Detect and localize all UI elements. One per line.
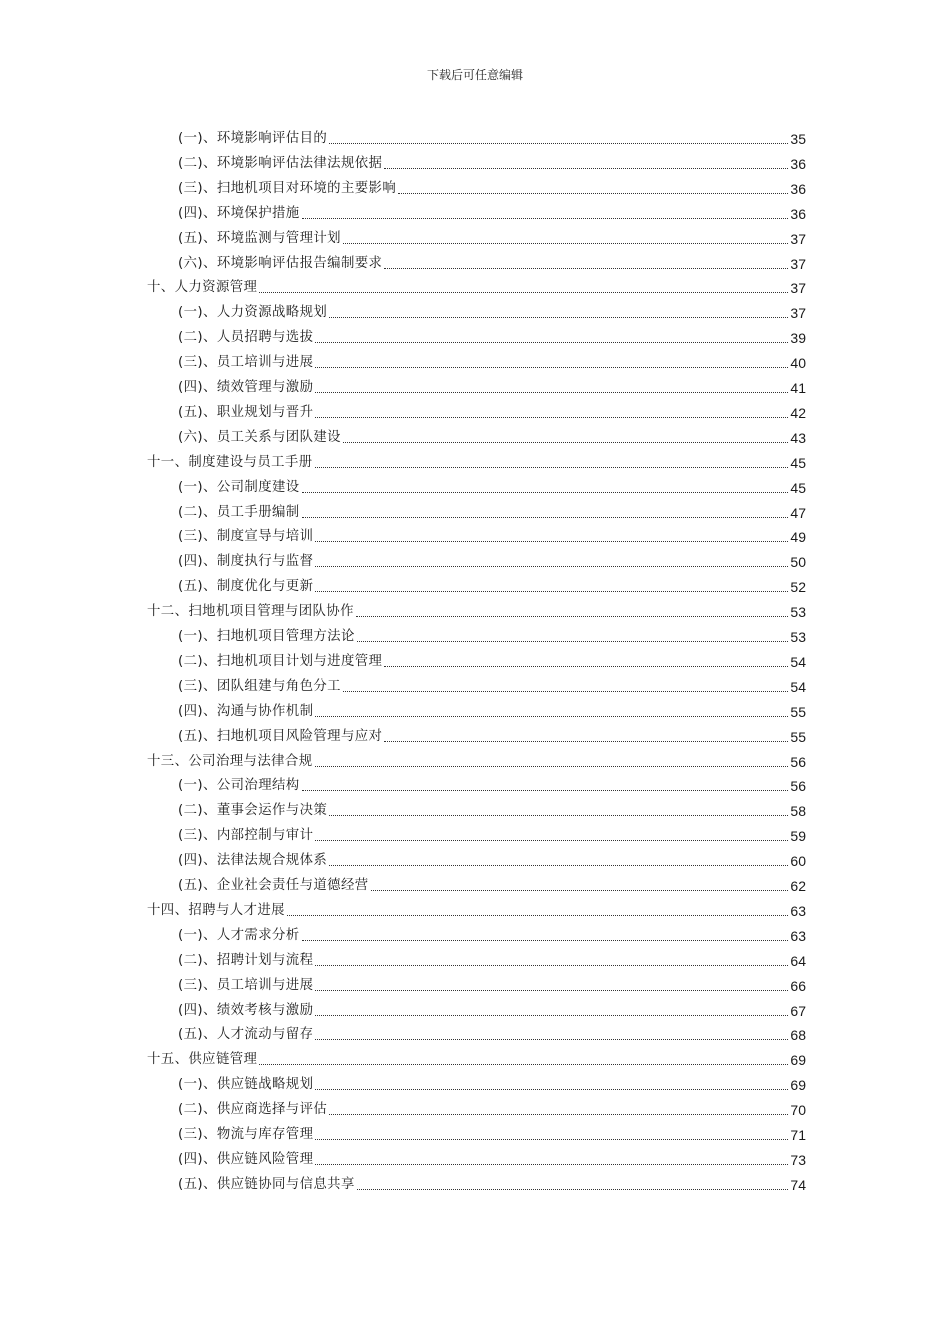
toc-dot-leader xyxy=(259,292,788,293)
toc-entry-title: (一)、人才需求分析 xyxy=(178,927,300,943)
toc-entry-page-number: 37 xyxy=(790,280,806,297)
toc-entry-title: (五)、扫地机项目风险管理与应对 xyxy=(178,728,383,744)
toc-dot-leader xyxy=(357,641,789,642)
toc-dot-leader xyxy=(315,417,788,418)
toc-entry-page-number: 49 xyxy=(790,529,806,546)
toc-entry-title: (一)、人力资源战略规划 xyxy=(178,305,328,321)
toc-section-entry[interactable] xyxy=(178,1072,806,1094)
toc-entry-page-number: 36 xyxy=(790,180,806,197)
toc-entry-page-number: 53 xyxy=(790,629,806,645)
toc-entry-title: 十一、制度建设与员工手册 xyxy=(147,454,313,470)
toc-dot-leader xyxy=(315,1139,788,1140)
toc-entry-title: 十四、招聘与人才进展 xyxy=(147,902,285,918)
toc-dot-leader xyxy=(287,915,789,916)
toc-dot-leader xyxy=(356,616,789,617)
toc-entry-title: (二)、人员招聘与选拔 xyxy=(178,330,314,346)
toc-entry-title: (二)、招聘计划与流程 xyxy=(178,952,314,968)
toc-section-entry[interactable] xyxy=(178,948,806,970)
toc-section-entry[interactable] xyxy=(178,126,806,148)
toc-entry-page-number: 68 xyxy=(790,1027,806,1044)
toc-entry-page-number: 59 xyxy=(790,828,806,845)
toc-section-entry[interactable] xyxy=(178,300,806,322)
toc-entry-title: 十五、供应链管理 xyxy=(147,1052,258,1068)
toc-section-entry[interactable] xyxy=(178,151,806,173)
toc-dot-leader xyxy=(343,243,788,244)
toc-section-entry[interactable] xyxy=(178,475,806,497)
toc-dot-leader xyxy=(315,566,788,567)
toc-entry-page-number: 53 xyxy=(790,604,806,621)
toc-section-entry[interactable] xyxy=(178,1022,806,1044)
toc-entry-page-number: 64 xyxy=(790,952,806,969)
toc-dot-leader xyxy=(329,317,788,318)
toc-dot-leader xyxy=(315,467,789,468)
toc-entry-title: (四)、供应链风险管理 xyxy=(178,1151,314,1167)
toc-entry-title: (四)、环境保护措施 xyxy=(178,205,300,221)
toc-section-entry[interactable] xyxy=(178,375,806,397)
toc-entry-page-number: 43 xyxy=(790,429,806,446)
toc-entry-page-number: 63 xyxy=(790,902,806,919)
toc-entry-title: (二)、扫地机项目计划与进度管理 xyxy=(178,653,383,669)
toc-entry-page-number: 37 xyxy=(790,305,806,322)
toc-section-entry[interactable] xyxy=(178,574,806,596)
toc-dot-leader xyxy=(315,1089,788,1090)
toc-entry-page-number: 55 xyxy=(790,703,806,720)
toc-entry-page-number: 40 xyxy=(790,355,806,372)
toc-entry-page-number: 45 xyxy=(790,479,806,496)
toc-section-entry[interactable] xyxy=(178,1097,806,1119)
toc-dot-leader xyxy=(398,193,788,194)
toc-dot-leader xyxy=(371,890,789,891)
toc-dot-leader xyxy=(343,691,788,692)
toc-section-entry[interactable] xyxy=(178,400,806,422)
toc-entry-title: (三)、扫地机项目对环境的主要影响 xyxy=(178,180,397,196)
toc-entry-page-number: 73 xyxy=(790,1151,806,1168)
toc-section-entry[interactable] xyxy=(178,350,806,372)
toc-section-entry[interactable] xyxy=(178,1122,806,1144)
toc-section-entry[interactable] xyxy=(178,873,806,895)
toc-entry-title: (三)、员工培训与进展 xyxy=(178,355,314,371)
toc-entry-page-number: 37 xyxy=(790,230,806,247)
toc-entry-page-number: 54 xyxy=(790,653,806,670)
toc-chapter-entry[interactable] xyxy=(147,1047,806,1069)
toc-chapter-entry[interactable] xyxy=(147,749,806,771)
toc-entry-page-number: 55 xyxy=(790,728,806,745)
toc-dot-leader xyxy=(315,541,788,542)
toc-section-entry[interactable] xyxy=(178,1147,806,1169)
toc-entry-page-number: 56 xyxy=(790,778,806,795)
toc-dot-leader xyxy=(329,815,788,816)
toc-entry-title: (二)、董事会运作与决策 xyxy=(178,803,328,819)
toc-entry-page-number: 58 xyxy=(790,803,806,820)
toc-section-entry[interactable] xyxy=(178,823,806,845)
toc-section-entry[interactable] xyxy=(178,699,806,721)
toc-dot-leader xyxy=(315,965,788,966)
toc-dot-leader xyxy=(384,168,788,169)
toc-dot-leader xyxy=(315,716,788,717)
toc-entry-title: (三)、物流与库存管理 xyxy=(178,1127,314,1142)
toc-dot-leader xyxy=(302,492,789,493)
toc-section-entry[interactable] xyxy=(178,649,806,671)
toc-dot-leader xyxy=(315,766,789,767)
toc-section-entry[interactable] xyxy=(178,226,806,248)
toc-entry-title: (五)、职业规划与晋升 xyxy=(178,404,314,420)
toc-entry-title: (四)、绩效考核与激励 xyxy=(178,1002,314,1018)
toc-entry-title: (五)、企业社会责任与道德经营 xyxy=(178,878,369,893)
toc-entry-page-number: 70 xyxy=(790,1102,806,1119)
toc-dot-leader xyxy=(315,342,788,343)
toc-dot-leader xyxy=(315,392,788,393)
toc-dot-leader xyxy=(315,367,788,368)
toc-entry-title: (四)、绩效管理与激励 xyxy=(178,380,314,395)
toc-section-entry[interactable] xyxy=(178,500,806,522)
toc-entry-title: (五)、制度优化与更新 xyxy=(178,579,314,595)
toc-entry-page-number: 56 xyxy=(790,753,806,770)
toc-dot-leader xyxy=(315,840,788,841)
toc-chapter-entry[interactable] xyxy=(147,275,806,297)
toc-dot-leader xyxy=(315,1164,788,1165)
toc-dot-leader xyxy=(302,517,789,518)
toc-entry-page-number: 45 xyxy=(790,454,806,471)
toc-entry-page-number: 35 xyxy=(790,131,806,147)
toc-dot-leader xyxy=(329,865,788,866)
toc-dot-leader xyxy=(384,268,788,269)
toc-entry-page-number: 62 xyxy=(790,878,806,894)
toc-section-entry[interactable] xyxy=(178,798,806,820)
toc-entry-title: (四)、法律法规合规体系 xyxy=(178,853,328,869)
toc-section-entry[interactable] xyxy=(178,1172,806,1194)
toc-entry-title: (二)、环境影响评估法律法规依据 xyxy=(178,155,383,171)
toc-dot-leader xyxy=(302,790,789,791)
toc-entry-page-number: 37 xyxy=(790,255,806,272)
toc-entry-title: (二)、供应商选择与评估 xyxy=(178,1102,328,1118)
toc-entry-page-number: 52 xyxy=(790,579,806,596)
toc-entry-title: 十二、扫地机项目管理与团队协作 xyxy=(147,604,354,620)
toc-dot-leader xyxy=(329,1114,788,1115)
toc-section-entry[interactable] xyxy=(178,998,806,1020)
toc-entry-page-number: 67 xyxy=(790,1002,806,1019)
toc-entry-title: (一)、供应链战略规划 xyxy=(178,1077,314,1093)
toc-entry-page-number: 36 xyxy=(790,155,806,172)
toc-section-entry[interactable] xyxy=(178,325,806,347)
toc-entry-title: 十三、公司治理与法律合规 xyxy=(147,753,313,769)
toc-entry-page-number: 60 xyxy=(790,853,806,870)
toc-section-entry[interactable] xyxy=(178,848,806,870)
toc-dot-leader xyxy=(302,218,789,219)
toc-dot-leader xyxy=(357,1189,789,1190)
toc-entry-page-number: 42 xyxy=(790,404,806,421)
toc-dot-leader xyxy=(315,990,788,991)
toc-entry-title: (五)、环境监测与管理计划 xyxy=(178,230,341,246)
toc-entry-page-number: 41 xyxy=(790,380,806,396)
toc-entry-title: (四)、沟通与协作机制 xyxy=(178,703,314,719)
toc-section-entry[interactable] xyxy=(178,524,806,546)
toc-entry-page-number: 74 xyxy=(790,1176,806,1193)
toc-entry-title: (三)、团队组建与角色分工 xyxy=(178,678,341,694)
toc-dot-leader xyxy=(259,1064,788,1065)
toc-section-entry[interactable] xyxy=(178,201,806,223)
toc-entry-title: (六)、员工关系与团队建设 xyxy=(178,429,341,445)
toc-chapter-entry[interactable] xyxy=(147,450,806,472)
toc-entry-title: (五)、人才流动与留存 xyxy=(178,1027,314,1043)
toc-entry-title: (一)、公司治理结构 xyxy=(178,778,300,794)
toc-entry-page-number: 36 xyxy=(790,205,806,222)
toc-entry-title: (一)、扫地机项目管理方法论 xyxy=(178,629,355,644)
toc-entry-title: (二)、员工手册编制 xyxy=(178,504,300,520)
toc-entry-title: (三)、员工培训与进展 xyxy=(178,977,314,993)
toc-dot-leader xyxy=(384,741,788,742)
toc-section-entry[interactable] xyxy=(178,923,806,945)
toc-dot-leader xyxy=(384,666,788,667)
toc-section-entry[interactable] xyxy=(178,624,806,646)
toc-section-entry[interactable] xyxy=(178,773,806,795)
toc-dot-leader xyxy=(315,591,788,592)
toc-section-entry[interactable] xyxy=(178,724,806,746)
toc-entry-page-number: 63 xyxy=(790,927,806,944)
toc-section-entry[interactable] xyxy=(178,176,806,198)
toc-entry-page-number: 69 xyxy=(790,1077,806,1094)
toc-entry-page-number: 47 xyxy=(790,504,806,521)
toc-section-entry[interactable] xyxy=(178,251,806,273)
toc-entry-page-number: 54 xyxy=(790,678,806,695)
toc-entry-title: (三)、内部控制与审计 xyxy=(178,828,314,844)
toc-dot-leader xyxy=(329,143,788,144)
toc-entry-title: (六)、环境影响评估报告编制要求 xyxy=(178,255,383,271)
toc-section-entry[interactable] xyxy=(178,549,806,571)
toc-entry-title: (三)、制度宣导与培训 xyxy=(178,529,314,545)
toc-entry-title: (一)、环境影响评估目的 xyxy=(178,131,328,146)
toc-chapter-entry[interactable] xyxy=(147,599,806,621)
toc-dot-leader xyxy=(315,1015,788,1016)
toc-chapter-entry[interactable] xyxy=(147,898,806,920)
page-header: 下载后可任意编辑 xyxy=(426,68,523,82)
toc-dot-leader xyxy=(315,1039,788,1040)
toc-section-entry[interactable] xyxy=(178,425,806,447)
toc-entry-title: 十、人力资源管理 xyxy=(147,280,258,296)
toc-entry-title: (四)、制度执行与监督 xyxy=(178,554,314,570)
toc-dot-leader xyxy=(302,940,789,941)
toc-entry-title: (一)、公司制度建设 xyxy=(178,479,300,495)
toc-entry-page-number: 71 xyxy=(790,1127,806,1143)
toc-entry-page-number: 66 xyxy=(790,977,806,994)
toc-entry-page-number: 69 xyxy=(790,1052,806,1069)
toc-entry-title: (五)、供应链协同与信息共享 xyxy=(178,1176,355,1192)
toc-entry-page-number: 39 xyxy=(790,330,806,347)
toc-dot-leader xyxy=(343,442,788,443)
toc-entry-page-number: 50 xyxy=(790,554,806,571)
toc-section-entry[interactable] xyxy=(178,973,806,995)
toc-section-entry[interactable] xyxy=(178,674,806,696)
